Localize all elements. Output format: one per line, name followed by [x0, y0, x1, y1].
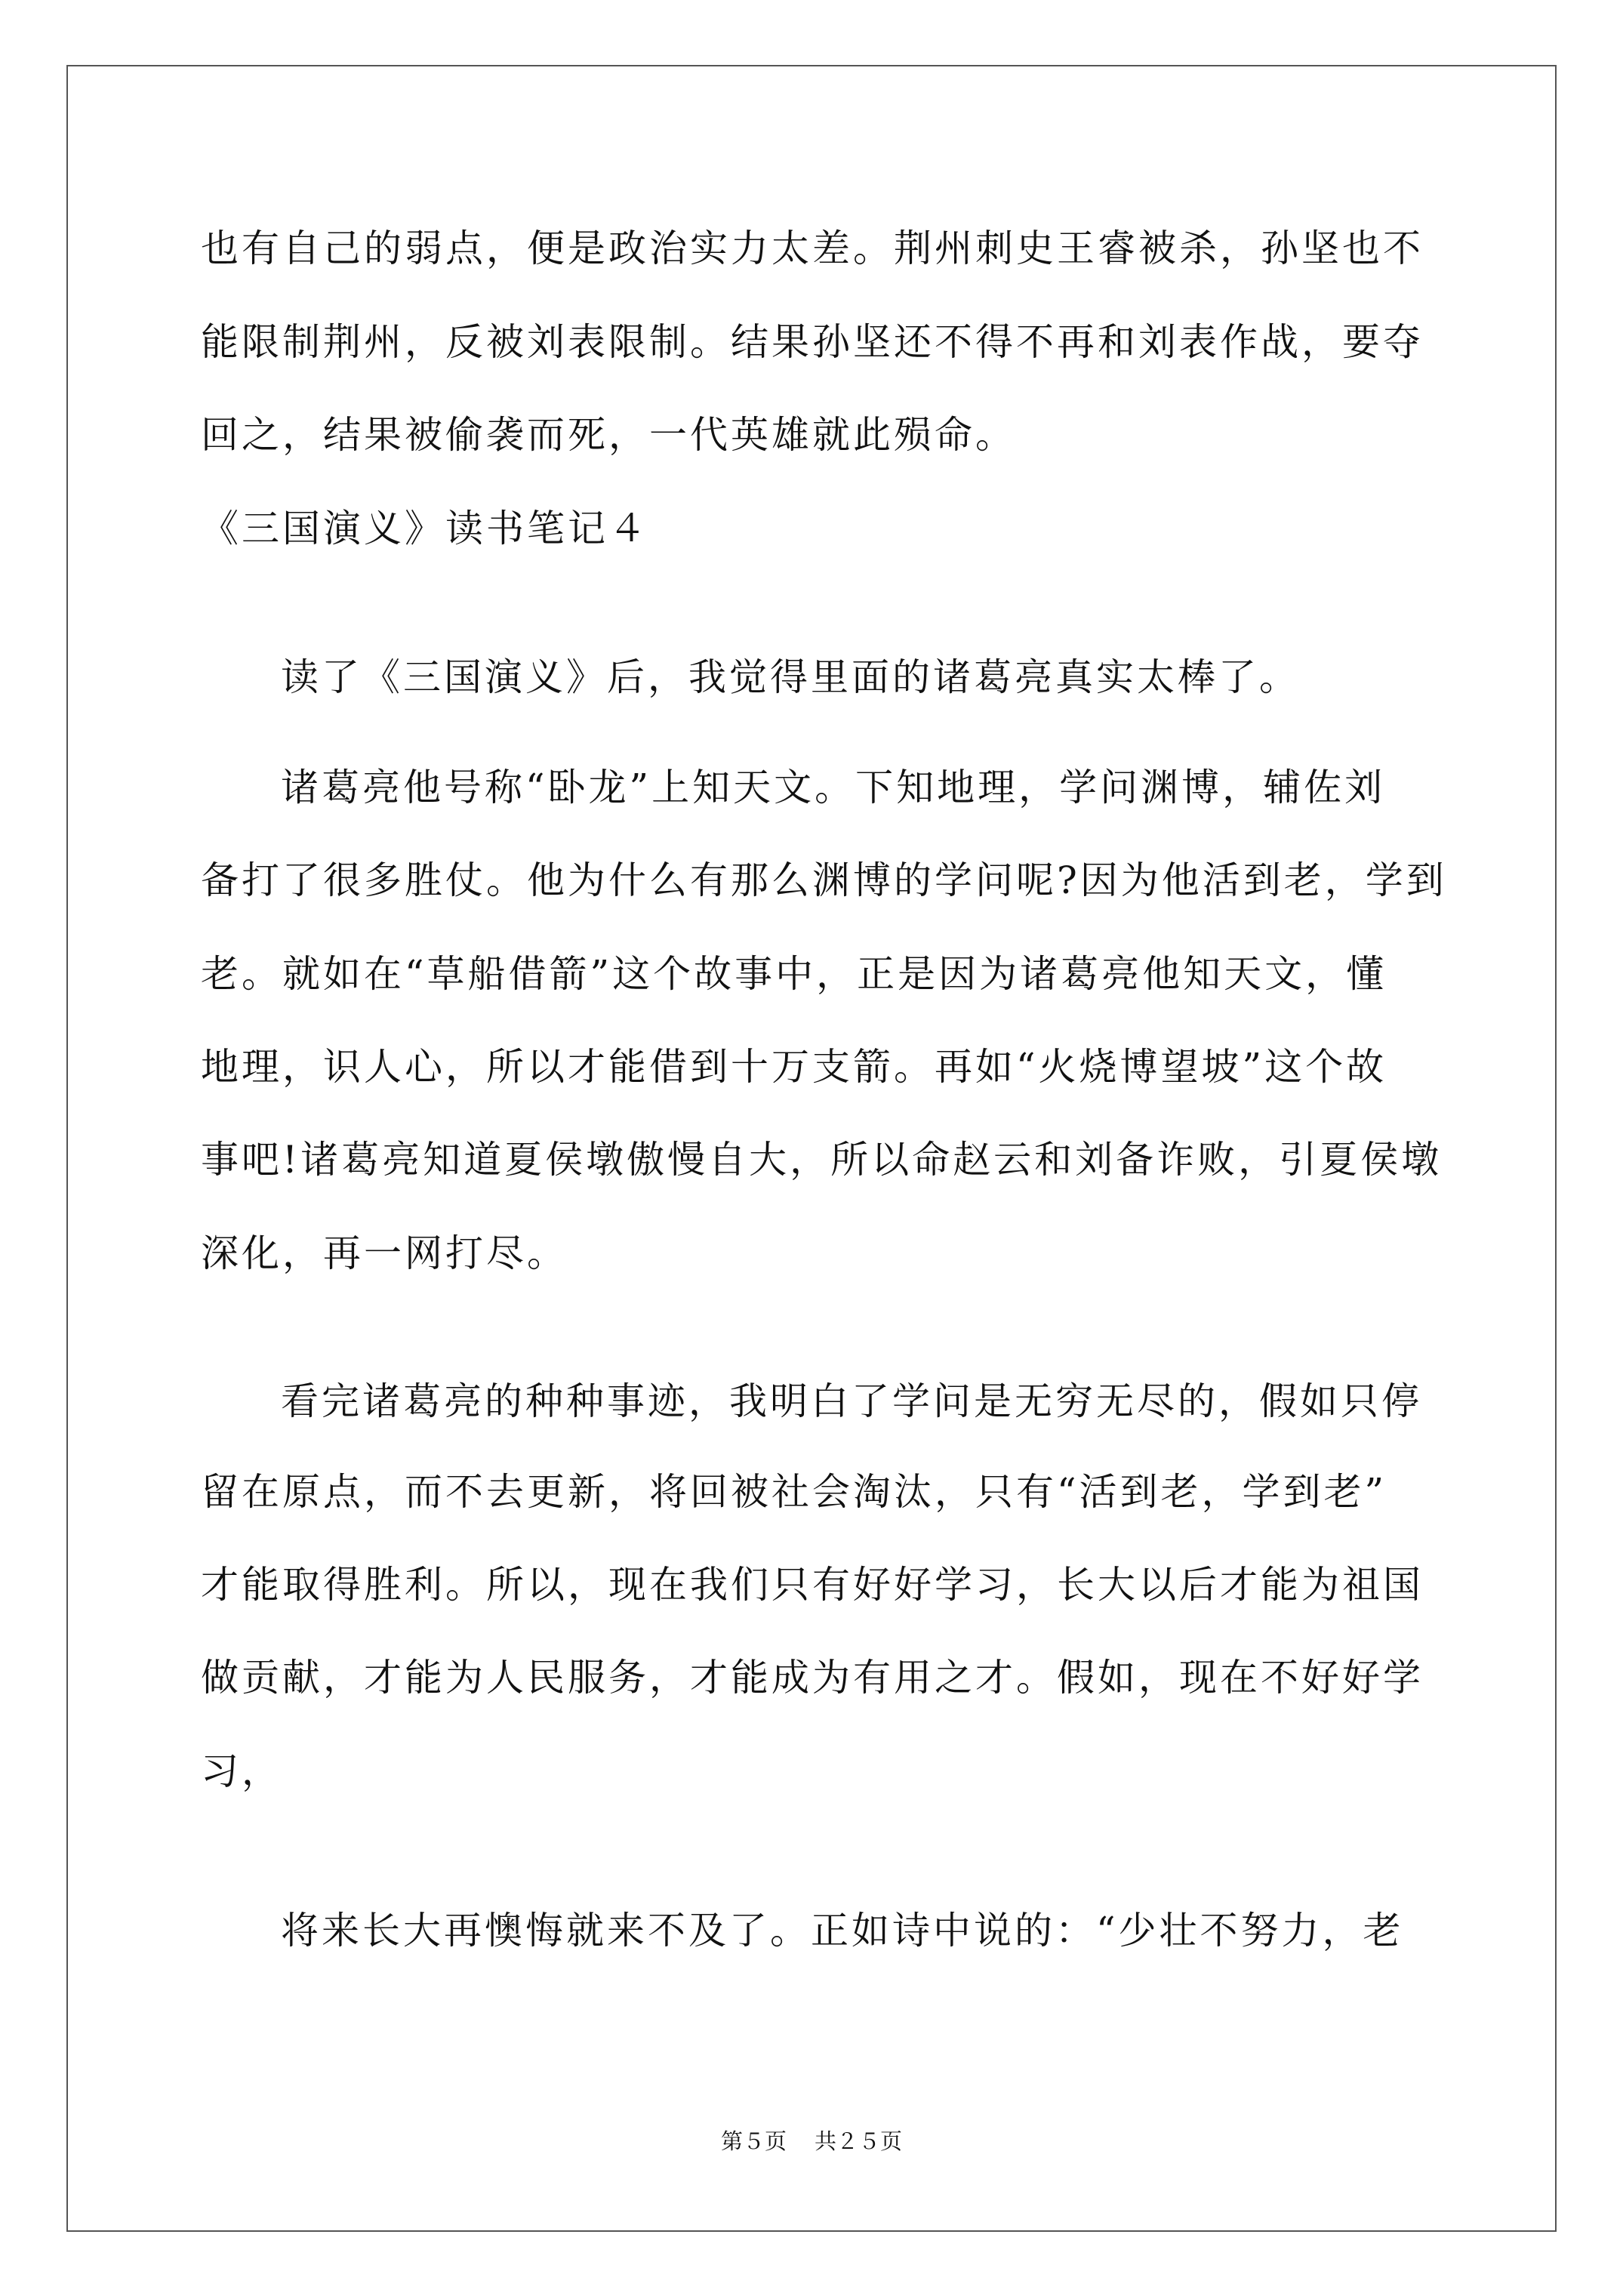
body-line: 事吧!诸葛亮知道夏侯墩傲慢自大，所以命赵云和刘备诈败，引夏侯墩	[201, 1138, 1443, 1182]
body-line: 诸葛亮他号称“卧龙”上知天文。下知地理，学问渊博，辅佐刘	[281, 766, 1386, 809]
body-line: 读了《三国演义》后，我觉得里面的诸葛亮真实太棒了。	[281, 655, 1300, 699]
body-line: 回之，结果被偷袭而死，一代英雄就此殒命。	[201, 413, 1016, 457]
body-line: 将来长大再懊悔就来不及了。正如诗中说的：“少壮不努力，老	[281, 1909, 1404, 1952]
body-line: 做贡献，才能为人民服务，才能成为有用之才。假如，现在不好好学	[201, 1656, 1424, 1700]
body-line: 看完诸葛亮的种种事迹，我明白了学问是无穷无尽的，假如只停	[281, 1379, 1422, 1423]
page-number: 第５页	[721, 2128, 787, 2154]
body-line: 能限制荆州，反被刘表限制。结果孙坚还不得不再和刘表作战，要夺	[201, 320, 1424, 364]
page-footer	[0, 2128, 1623, 2155]
body-line: 备打了很多胜仗。他为什么有那么渊博的学问呢?因为他活到老，学到	[201, 858, 1447, 902]
body-line: 也有自己的弱点，便是政治实力太差。荆州刺史王睿被杀，孙坚也不	[201, 227, 1424, 270]
body-line: 留在原点，而不去更新，将回被社会淘汰，只有“活到老，学到老”	[201, 1470, 1387, 1514]
body-line: 深化，再一网打尽。	[201, 1231, 568, 1275]
body-line: 老。就如在“草船借箭”这个故事中，正是因为诸葛亮他知天文，懂	[201, 952, 1387, 996]
body-line: 才能取得胜利。所以，现在我们只有好好学习，长大以后才能为祖国	[201, 1563, 1424, 1607]
body-line: 习，	[201, 1749, 282, 1793]
page-total: 共２５页	[814, 2128, 902, 2154]
body-line: 地理，识人心，所以才能借到十万支箭。再如“火烧博望坡”这个故	[201, 1045, 1387, 1089]
section-heading: 《三国演义》读书笔记４	[201, 507, 649, 550]
